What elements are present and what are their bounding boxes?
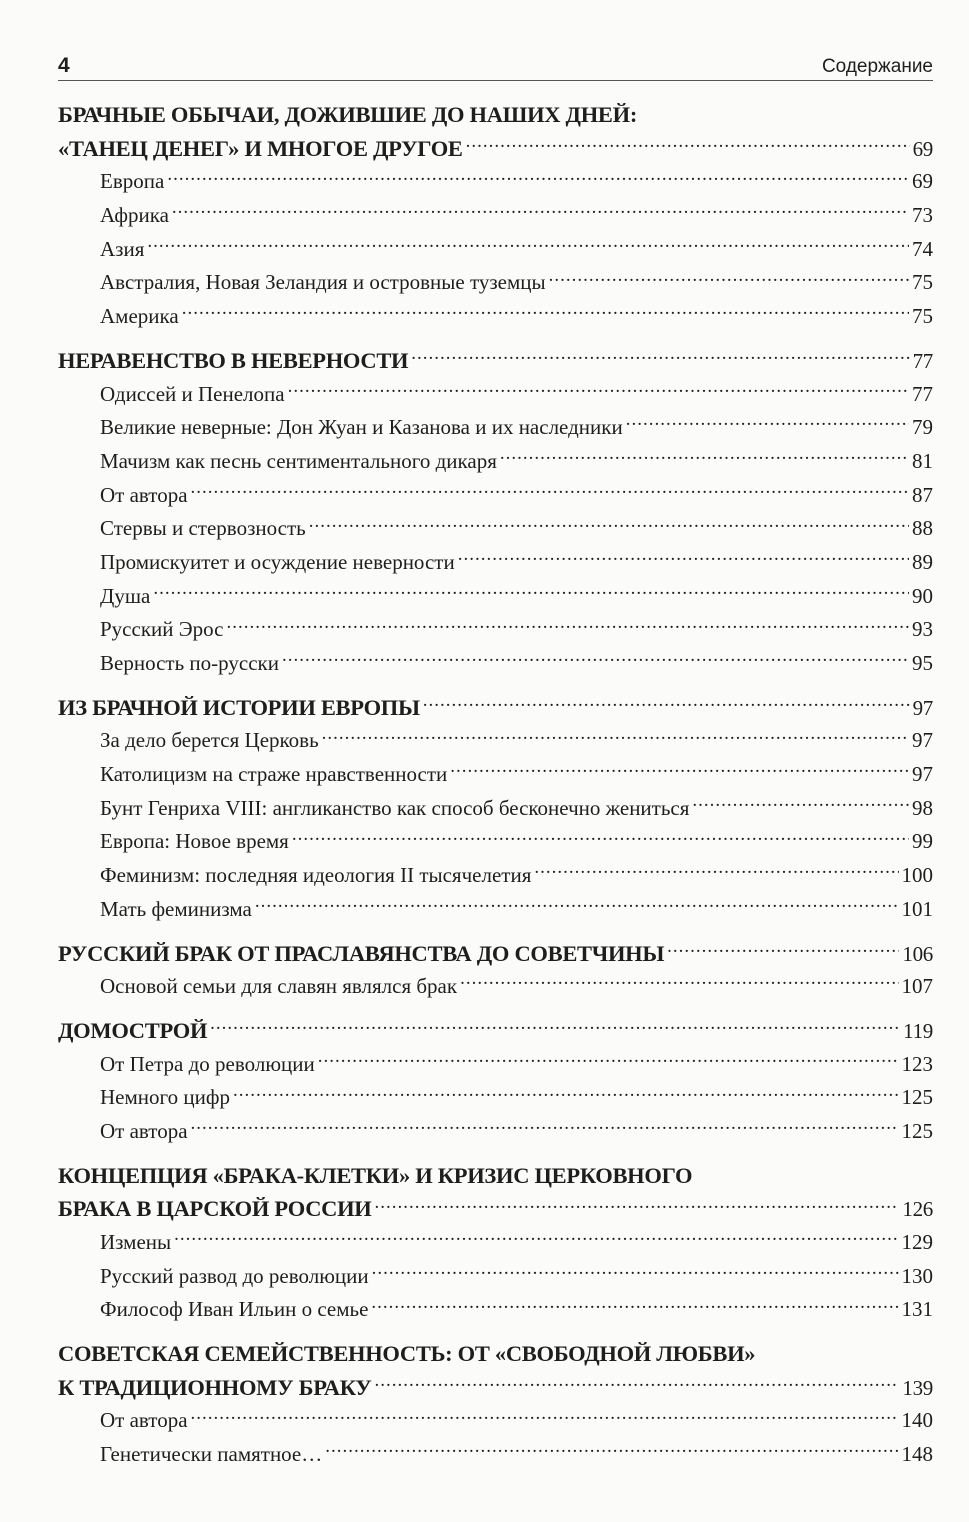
dot-leader	[375, 1194, 900, 1217]
entry-title: Европа	[100, 169, 165, 194]
toc-entry	[58, 1260, 933, 1294]
dot-leader	[667, 938, 899, 961]
page-ref: 88	[912, 516, 933, 541]
toc-entry	[58, 580, 933, 614]
page-ref: 107	[901, 974, 933, 999]
dot-leader	[191, 481, 909, 502]
page-ref: 81	[912, 448, 933, 473]
toc-entry	[58, 825, 933, 859]
dot-leader	[309, 514, 909, 535]
entry-title: Одиссей и Пенелопа	[100, 381, 285, 406]
page-ref: 123	[901, 1051, 933, 1076]
dot-leader	[292, 827, 909, 848]
dot-leader	[534, 861, 898, 882]
toc-entry	[58, 1115, 933, 1149]
entry-title: Азия	[100, 236, 145, 261]
entry-title: Феминизм: последняя идеология II тысячелетия	[100, 863, 532, 888]
dot-leader	[423, 692, 910, 715]
running-header	[58, 52, 933, 81]
toc-entry	[58, 724, 933, 758]
page-ref: 79	[912, 415, 933, 440]
section-title: КОНЦЕПЦИЯ «БРАКА-КЛЕТКИ» И КРИЗИС ЦЕРКОВНОГО	[58, 1162, 693, 1188]
page-ref: 77	[912, 381, 933, 406]
toc-entry	[58, 165, 933, 199]
toc-entry	[58, 1404, 933, 1438]
page-ref: 99	[912, 829, 933, 854]
page-ref: 93	[912, 617, 933, 642]
entry-title: Измены	[100, 1230, 172, 1254]
dot-leader	[626, 413, 909, 434]
toc-entry	[58, 411, 933, 445]
toc-entry	[58, 792, 933, 826]
dot-leader	[282, 649, 909, 670]
toc-section-heading	[58, 1014, 933, 1048]
entry-title: Великие неверные: Дон Жуан и Казанова и их наследники	[100, 415, 623, 440]
page-ref: 125	[901, 1085, 933, 1110]
page-ref: 90	[912, 583, 933, 608]
page-ref: 131	[901, 1297, 933, 1322]
entry-title: Русский развод до революции	[100, 1263, 369, 1288]
entry-title: Философ Иван Ильин о семье	[100, 1297, 369, 1322]
entry-title: Промискуитет и осуждение неверности	[100, 549, 455, 574]
dot-leader	[233, 1083, 899, 1104]
dot-leader	[288, 380, 909, 401]
toc-entry	[58, 1048, 933, 1082]
dot-leader	[167, 167, 909, 188]
dot-leader	[191, 1406, 899, 1427]
entry-title: От автора	[100, 1118, 188, 1143]
toc-entry	[58, 300, 933, 334]
toc-entry	[58, 1226, 933, 1260]
toc-entry	[58, 266, 933, 300]
entry-title: Генетически памятное…	[100, 1442, 323, 1467]
dot-leader	[692, 794, 909, 815]
section-title: ДОМОСТРОЙ	[58, 1017, 208, 1043]
section-title: БРАКА В ЦАРСКОЙ РОССИИ	[58, 1196, 372, 1222]
page-ref: 69	[912, 169, 933, 194]
entry-title: Мачизм как песнь сентиментального дикаря	[100, 448, 497, 473]
toc-entry	[58, 445, 933, 479]
entry-title: От Петра до революции	[100, 1051, 315, 1076]
running-title: Содержание	[821, 56, 933, 77]
dot-leader	[147, 235, 909, 256]
dot-leader	[372, 1262, 899, 1283]
page-ref: 75	[912, 304, 933, 329]
dot-leader	[500, 447, 909, 468]
entry-title: Африка	[100, 203, 169, 228]
toc-section-heading	[58, 1337, 933, 1371]
page-ref: 95	[912, 651, 933, 675]
page-ref: 89	[912, 549, 933, 574]
dot-leader	[325, 1440, 898, 1461]
entry-title: Бунт Генриха VIII: англиканство как способ бесконечно жениться	[100, 795, 690, 820]
entry-title: Мать феминизма	[100, 896, 252, 921]
toc-entry	[58, 378, 933, 412]
toc-entry	[58, 859, 933, 893]
dot-leader	[549, 268, 909, 289]
page-ref: 97	[912, 762, 933, 787]
dot-leader	[255, 895, 899, 916]
dot-leader	[318, 1050, 899, 1071]
dot-leader	[460, 972, 898, 993]
entry-title: Стервы и стервозность	[100, 516, 306, 541]
toc-entry	[58, 479, 933, 513]
dot-leader	[172, 201, 909, 222]
entry-title: Основой семьи для славян являлся брак	[100, 974, 458, 999]
page-ref: 106	[902, 941, 933, 966]
toc-entry	[58, 1438, 933, 1472]
toc-section-heading	[58, 98, 933, 132]
toc-entry	[58, 512, 933, 546]
toc-entry	[58, 1081, 933, 1115]
dot-leader	[191, 1117, 899, 1138]
toc-entry	[58, 546, 933, 580]
dot-leader	[322, 726, 909, 747]
toc-section-heading	[58, 691, 933, 725]
section-title: РУССКИЙ БРАК ОТ ПРАСЛАВЯНСТВА ДО СОВЕТЧИНЫ	[58, 940, 665, 966]
section-title: «ТАНЕЦ ДЕНЕГ» И МНОГОЕ ДРУГОЕ	[58, 135, 463, 161]
entry-title: Католицизм на страже нравственности	[100, 762, 448, 787]
dot-leader	[375, 1372, 900, 1395]
entry-title: Европа: Новое время	[100, 829, 289, 854]
page-ref: 97	[912, 728, 933, 753]
entry-title: Верность по-русски	[100, 651, 279, 675]
page-ref: 77	[912, 348, 933, 373]
toc-entry	[58, 893, 933, 927]
page-ref: 97	[912, 695, 933, 720]
section-title: НЕРАВЕНСТВО В НЕВЕРНОСТИ	[58, 347, 409, 373]
dot-leader	[450, 760, 909, 781]
dot-leader	[226, 615, 909, 636]
dot-leader	[411, 345, 909, 368]
entry-title: Душа	[100, 583, 151, 608]
page-ref: 101	[901, 896, 933, 921]
toc-entry	[58, 1293, 933, 1327]
entry-title: От автора	[100, 482, 188, 507]
page-ref: 100	[901, 863, 933, 888]
page-ref: 75	[912, 270, 933, 295]
dot-leader	[174, 1228, 898, 1249]
dot-leader	[153, 582, 909, 603]
dot-leader	[182, 302, 909, 323]
toc-entry	[58, 199, 933, 233]
toc-section-heading	[58, 344, 933, 378]
entry-title: Австралия, Новая Зеландия и островные туземцы	[100, 270, 546, 295]
page-ref: 119	[903, 1018, 933, 1043]
page-ref: 139	[902, 1375, 933, 1400]
toc-section-heading	[58, 937, 933, 971]
section-title: БРАЧНЫЕ ОБЫЧАИ, ДОЖИВШИЕ ДО НАШИХ ДНЕЙ:	[58, 102, 638, 127]
toc-entry	[58, 233, 933, 267]
toc-section-heading	[58, 1159, 933, 1193]
section-title: К ТРАДИЦИОННОМУ БРАКУ	[58, 1374, 372, 1400]
page-ref: 148	[901, 1442, 933, 1467]
dot-leader	[466, 133, 910, 156]
page-ref: 129	[901, 1230, 933, 1254]
page-ref: 98	[912, 795, 933, 820]
entry-title: За дело берется Церковь	[100, 728, 319, 753]
toc-section-heading	[58, 132, 933, 166]
entry-title: Немного цифр	[100, 1085, 230, 1110]
page-ref: 140	[901, 1408, 933, 1433]
table-of-contents	[58, 88, 933, 1472]
page-ref: 126	[902, 1197, 933, 1222]
toc-section-heading	[58, 1192, 933, 1226]
page-ref: 130	[901, 1263, 933, 1288]
toc-entry	[58, 758, 933, 792]
page-ref: 87	[912, 482, 933, 507]
section-title: ИЗ БРАЧНОЙ ИСТОРИИ ЕВРОПЫ	[58, 694, 420, 720]
dot-leader	[458, 548, 909, 569]
page-ref: 73	[912, 203, 933, 228]
page-number: 4	[58, 54, 70, 77]
page-ref: 125	[901, 1118, 933, 1143]
toc-entry	[58, 647, 933, 681]
toc-entry	[58, 613, 933, 647]
entry-title: Америка	[100, 304, 179, 329]
toc-entry	[58, 970, 933, 1004]
page-ref: 69	[912, 136, 933, 161]
dot-leader	[371, 1295, 898, 1316]
entry-title: Русский Эрос	[100, 617, 224, 642]
entry-title: От автора	[100, 1408, 188, 1433]
section-title: СОВЕТСКАЯ СЕМЕЙСТВЕННОСТЬ: ОТ «СВОБОДНОЙ ЛЮБВИ»	[58, 1341, 756, 1367]
toc-section-heading	[58, 1371, 933, 1405]
dot-leader	[210, 1015, 900, 1038]
page-ref: 74	[912, 236, 933, 261]
